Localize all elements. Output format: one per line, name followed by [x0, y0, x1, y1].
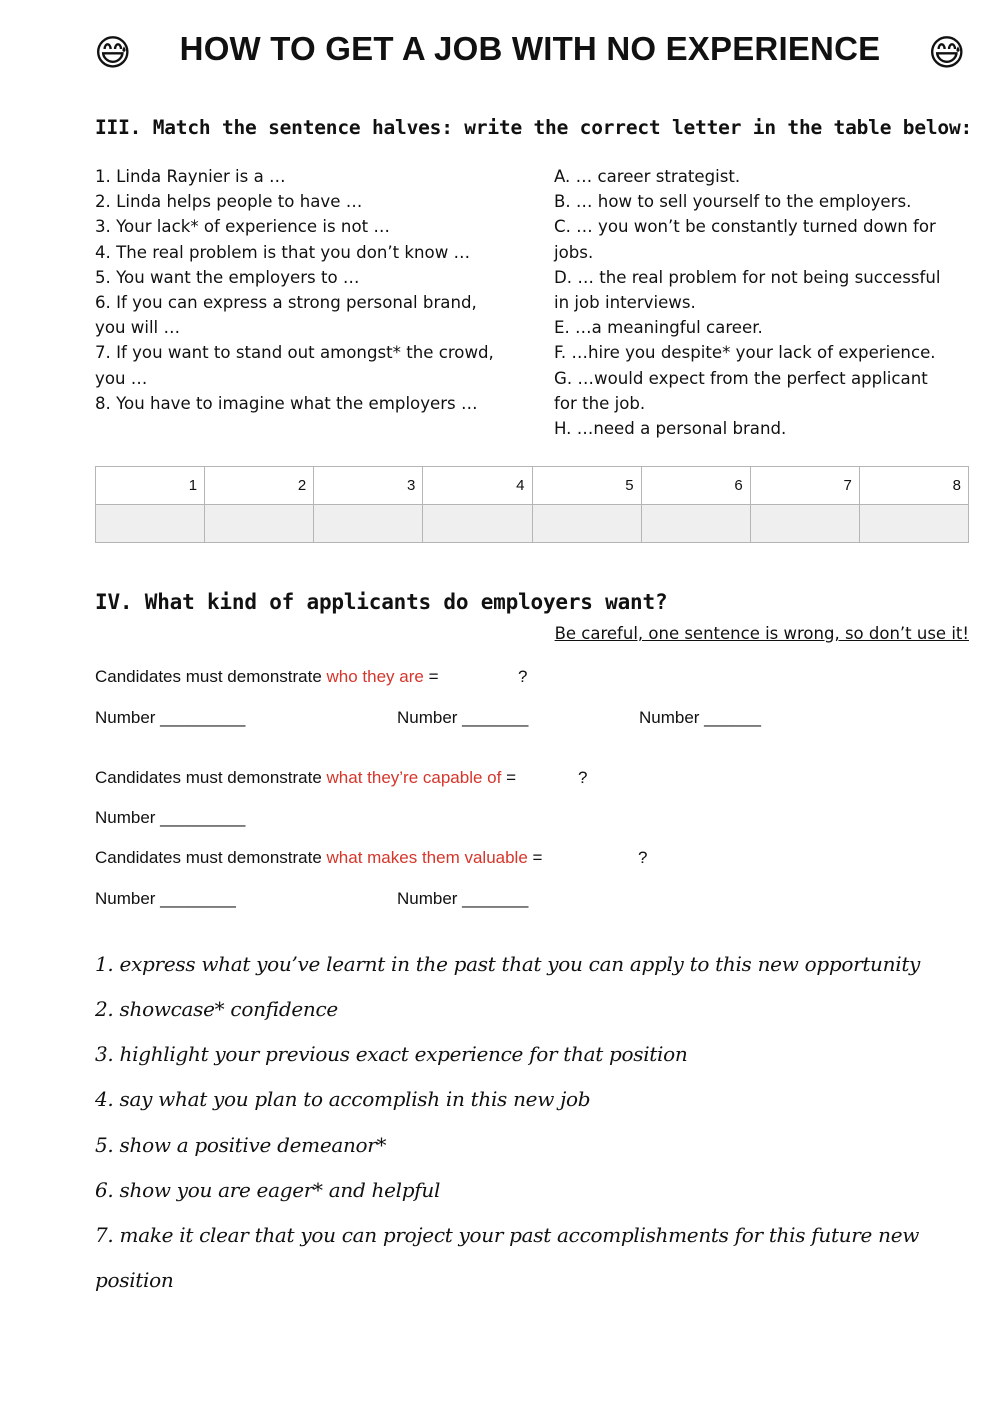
list-item: E. …a meaningful career. [554, 318, 763, 338]
table-number-cell: 7 [750, 467, 859, 505]
table-number-cell: 1 [96, 467, 205, 505]
grinning-sweat-emoji-left: 😅 [94, 33, 132, 74]
statement-3: 3. highlight your previous exact experience for that position [95, 1042, 688, 1066]
prompt-suffix: = [527, 848, 543, 867]
answer-input-cell[interactable] [532, 505, 641, 543]
statement-2: 2. showcase* confidence [95, 997, 338, 1021]
answer-table [95, 466, 969, 543]
answer-input-cell[interactable] [314, 505, 423, 543]
list-item: for the job. [554, 393, 646, 413]
table-number-cell: 4 [423, 467, 532, 505]
list-item: you will … [95, 318, 181, 338]
table-number-cell: 3 [314, 467, 423, 505]
prompt-suffix: = [423, 667, 439, 686]
prompt-highlight: what makes them valuable [326, 848, 528, 867]
prompt-suffix: = [501, 768, 517, 787]
grinning-sweat-emoji-right: 😅 [928, 33, 966, 74]
statement-7-continued: position [95, 1268, 174, 1292]
list-item: 2. Linda helps people to have … [95, 192, 363, 212]
list-item: F. …hire you despite* your lack of experience. [554, 343, 936, 363]
table-number-cell: 2 [205, 467, 314, 505]
statement-5: 5. show a positive demeanor* [95, 1133, 387, 1157]
answer-input-cell[interactable] [423, 505, 532, 543]
table-number-cell: 5 [532, 467, 641, 505]
list-item: 8. You have to imagine what the employers … [95, 393, 478, 413]
number-blank[interactable]: Number _______ [397, 708, 529, 727]
list-item: you … [95, 368, 148, 388]
question-mark: ? [638, 848, 648, 867]
list-item: in job interviews. [554, 293, 696, 313]
answer-input-cell[interactable] [205, 505, 314, 543]
question-mark: ? [578, 768, 588, 787]
page-title: HOW TO GET A JOB WITH NO EXPERIENCE [179, 30, 881, 67]
prompt-who-they-are [95, 667, 439, 687]
statement-7: 7. make it clear that you can project your past accomplishments for this future new [95, 1223, 920, 1247]
number-blank[interactable]: Number ______ [639, 708, 761, 727]
prompt-prefix: Candidates must demonstrate [95, 667, 327, 686]
number-blank[interactable]: Number _______ [397, 889, 529, 908]
list-item: C. … you won’t be constantly turned down for [554, 217, 936, 237]
answer-input-cell[interactable] [859, 505, 968, 543]
list-item: 6. If you can express a strong personal brand, [95, 293, 477, 313]
list-item: 3. Your lack* of experience is not … [95, 217, 390, 237]
statement-1: 1. express what you’ve learnt in the past that you can apply to this new opportunity [95, 952, 921, 976]
list-item: B. … how to sell yourself to the employers. [554, 192, 912, 212]
prompt-makes-them-valuable [95, 848, 542, 868]
section-4-heading: IV. What kind of applicants do employers want? [95, 590, 668, 614]
sentence-endings-list [554, 164, 940, 441]
list-item: 4. The real problem is that you don’t know … [95, 242, 471, 262]
prompt-prefix: Candidates must demonstrate [95, 848, 327, 867]
section-3-heading: III. Match the sentence halves: write the correct letter in the table below: [95, 116, 973, 139]
list-item: A. … career strategist. [554, 167, 741, 186]
table-number-cell: 6 [641, 467, 750, 505]
answer-input-cell[interactable] [641, 505, 750, 543]
number-blank[interactable]: Number ________ [95, 889, 236, 908]
statement-6: 6. show you are eager* and helpful [95, 1178, 441, 1202]
table-header-row [96, 467, 969, 505]
answer-input-cell[interactable] [750, 505, 859, 543]
prompt-capable-of [95, 768, 516, 788]
number-blank[interactable]: Number _________ [95, 808, 246, 827]
statement-4: 4. say what you plan to accomplish in this new job [95, 1087, 591, 1111]
number-blank[interactable]: Number _________ [95, 708, 246, 727]
list-item: 5. You want the employers to … [95, 267, 360, 287]
prompt-highlight: who they are [326, 667, 424, 686]
list-item: G. …would expect from the perfect applicant [554, 368, 928, 388]
list-item: 7. If you want to stand out amongst* the crowd, [95, 343, 494, 363]
table-answer-row [96, 505, 969, 543]
answer-input-cell[interactable] [96, 505, 205, 543]
list-item: D. … the real problem for not being successful [554, 267, 941, 287]
table-number-cell: 8 [859, 467, 968, 505]
list-item: 1. Linda Raynier is a … [95, 167, 286, 186]
prompt-highlight: what they’re capable of [326, 768, 502, 787]
prompt-prefix: Candidates must demonstrate [95, 768, 327, 787]
list-item: jobs. [554, 242, 594, 262]
question-mark: ? [518, 667, 528, 686]
list-item: H. …need a personal brand. [554, 419, 787, 439]
warning-note: Be careful, one sentence is wrong, so don’t use it! [554, 624, 969, 643]
sentence-beginnings-list [95, 164, 494, 416]
